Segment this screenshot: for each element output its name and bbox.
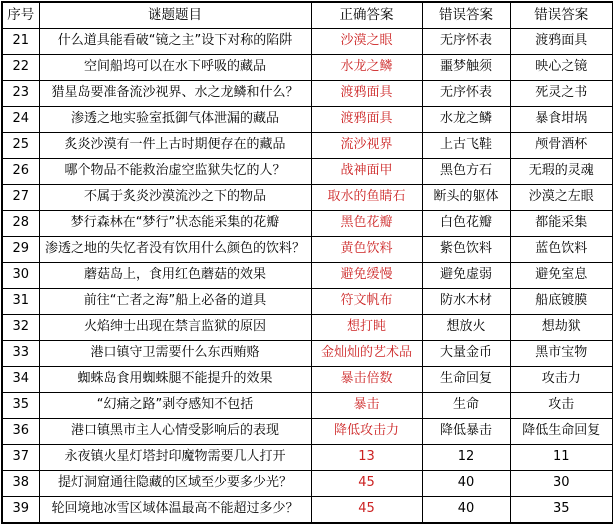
table-row bbox=[2, 159, 613, 185]
table-header-row bbox=[2, 2, 613, 29]
correct-answer-cell: 金灿灿的艺术品 bbox=[311, 341, 422, 367]
question-cell: 猎星岛要准备流沙视界、水之龙鳞和什么？ bbox=[39, 81, 311, 107]
table-row bbox=[2, 133, 613, 159]
wrong-answer-cell-2: 死灵之书 bbox=[510, 81, 613, 107]
question-cell: 蘑菇岛上，食用红色蘑菇的效果 bbox=[39, 263, 311, 289]
wrong-answer-cell-1: 噩梦触须 bbox=[422, 55, 510, 81]
row-number-cell: 21 bbox=[2, 29, 39, 55]
question-cell: 火焰绅士出现在禁言监狱的原因 bbox=[39, 315, 311, 341]
correct-answer-cell: 取水的鱼睛石 bbox=[311, 185, 422, 211]
row-number-cell: 30 bbox=[2, 263, 39, 289]
wrong-answer-cell-1: 紫色饮料 bbox=[422, 237, 510, 263]
table-row bbox=[2, 315, 613, 341]
row-number-cell: 26 bbox=[2, 159, 39, 185]
wrong-answer-cell-1: 无序怀表 bbox=[422, 81, 510, 107]
row-number-cell: 28 bbox=[2, 211, 39, 237]
question-cell: 炙炎沙漠有一件上古时期便存在的藏品 bbox=[39, 133, 311, 159]
question-cell: 梦行森林在“梦行”状态能采集的花瓣 bbox=[39, 211, 311, 237]
header-wrong-1: 错误答案 bbox=[422, 2, 510, 29]
quiz-answer-table bbox=[1, 1, 613, 524]
question-cell: 蜘蛛岛食用蜘蛛腿不能提升的效果 bbox=[39, 367, 311, 393]
row-number-cell: 29 bbox=[2, 237, 39, 263]
correct-answer-cell: 沙漠之眼 bbox=[311, 29, 422, 55]
wrong-answer-cell-1: 水龙之鳞 bbox=[422, 107, 510, 133]
header-number: 序号 bbox=[2, 2, 39, 29]
correct-answer-cell: 避免缓慢 bbox=[311, 263, 422, 289]
table-row bbox=[2, 263, 613, 289]
row-number-cell: 23 bbox=[2, 81, 39, 107]
table-row bbox=[2, 81, 613, 107]
wrong-answer-cell-2: 避免室息 bbox=[510, 263, 613, 289]
wrong-answer-cell-1: 避免虚弱 bbox=[422, 263, 510, 289]
correct-answer-cell: 暴击倍数 bbox=[311, 367, 422, 393]
wrong-answer-cell-2: 黑市宝物 bbox=[510, 341, 613, 367]
correct-answer-cell: 渡鸦面具 bbox=[311, 81, 422, 107]
table-row bbox=[2, 341, 613, 367]
wrong-answer-cell-2: 船底镀膜 bbox=[510, 289, 613, 315]
wrong-answer-cell-2: 想劫狱 bbox=[510, 315, 613, 341]
question-cell: 港口镇黑市主人心情受影响后的表现 bbox=[39, 419, 311, 445]
question-cell: 提灯洞窟通往隐藏的区域至少要多少光？ bbox=[39, 471, 311, 497]
row-number-cell: 32 bbox=[2, 315, 39, 341]
correct-answer-cell: 45 bbox=[311, 471, 422, 497]
wrong-answer-cell-2: 降低生命回复 bbox=[510, 419, 613, 445]
question-cell: 空间船坞可以在水下呼吸的藏品 bbox=[39, 55, 311, 81]
question-cell: 哪个物品不能救治虚空监狱失忆的人？ bbox=[39, 159, 311, 185]
wrong-answer-cell-1: 12 bbox=[422, 445, 510, 471]
table-row bbox=[2, 497, 613, 524]
wrong-answer-cell-1: 无序怀表 bbox=[422, 29, 510, 55]
header-correct: 正确答案 bbox=[311, 2, 422, 29]
correct-answer-cell: 黑色花瓣 bbox=[311, 211, 422, 237]
wrong-answer-cell-1: 40 bbox=[422, 471, 510, 497]
correct-answer-cell: 暴击 bbox=[311, 393, 422, 419]
wrong-answer-cell-1: 大量金币 bbox=[422, 341, 510, 367]
wrong-answer-cell-2: 蓝色饮料 bbox=[510, 237, 613, 263]
wrong-answer-cell-1: 降低暴击 bbox=[422, 419, 510, 445]
row-number-cell: 38 bbox=[2, 471, 39, 497]
question-cell: 渗透之地的失忆者没有饮用什么颜色的饮料？ bbox=[39, 237, 311, 263]
row-number-cell: 39 bbox=[2, 497, 39, 524]
row-number-cell: 35 bbox=[2, 393, 39, 419]
wrong-answer-cell-2: 30 bbox=[510, 471, 613, 497]
row-number-cell: 36 bbox=[2, 419, 39, 445]
wrong-answer-cell-2: 渡鸦面具 bbox=[510, 29, 613, 55]
wrong-answer-cell-2: 暴食坩埚 bbox=[510, 107, 613, 133]
table-row bbox=[2, 29, 613, 55]
question-cell: 港口镇守卫需要什么东西贿赂 bbox=[39, 341, 311, 367]
wrong-answer-cell-1: 黑色方石 bbox=[422, 159, 510, 185]
table-row bbox=[2, 237, 613, 263]
table-row bbox=[2, 55, 613, 81]
wrong-answer-cell-1: 白色花瓣 bbox=[422, 211, 510, 237]
wrong-answer-cell-2: 攻击力 bbox=[510, 367, 613, 393]
table-row bbox=[2, 185, 613, 211]
wrong-answer-cell-1: 生命回复 bbox=[422, 367, 510, 393]
row-number-cell: 22 bbox=[2, 55, 39, 81]
correct-answer-cell: 降低攻击力 bbox=[311, 419, 422, 445]
table-row bbox=[2, 289, 613, 315]
correct-answer-cell: 黄色饮料 bbox=[311, 237, 422, 263]
correct-answer-cell: 流沙视界 bbox=[311, 133, 422, 159]
question-cell: 永夜镇火星灯塔封印魔物需要几人打开 bbox=[39, 445, 311, 471]
row-number-cell: 25 bbox=[2, 133, 39, 159]
header-question: 谜题题目 bbox=[39, 2, 311, 29]
correct-answer-cell: 想打盹 bbox=[311, 315, 422, 341]
correct-answer-cell: 45 bbox=[311, 497, 422, 524]
correct-answer-cell: 战神面甲 bbox=[311, 159, 422, 185]
table-row bbox=[2, 367, 613, 393]
wrong-answer-cell-1: 防水木材 bbox=[422, 289, 510, 315]
question-cell: 前往“亡者之海”船上必备的道具 bbox=[39, 289, 311, 315]
wrong-answer-cell-2: 都能采集 bbox=[510, 211, 613, 237]
quiz-table-body bbox=[2, 29, 613, 524]
row-number-cell: 33 bbox=[2, 341, 39, 367]
row-number-cell: 37 bbox=[2, 445, 39, 471]
wrong-answer-cell-2: 无瑕的灵魂 bbox=[510, 159, 613, 185]
correct-answer-cell: 水龙之鳞 bbox=[311, 55, 422, 81]
row-number-cell: 24 bbox=[2, 107, 39, 133]
table-row bbox=[2, 471, 613, 497]
table-row bbox=[2, 393, 613, 419]
wrong-answer-cell-1: 断头的躯体 bbox=[422, 185, 510, 211]
question-cell: 什么道具能看破“镜之主”设下对称的陷阱 bbox=[39, 29, 311, 55]
correct-answer-cell: 渡鸦面具 bbox=[311, 107, 422, 133]
wrong-answer-cell-2: 11 bbox=[510, 445, 613, 471]
table-row bbox=[2, 211, 613, 237]
wrong-answer-cell-2: 映心之镜 bbox=[510, 55, 613, 81]
row-number-cell: 27 bbox=[2, 185, 39, 211]
correct-answer-cell: 13 bbox=[311, 445, 422, 471]
question-cell: 轮回境地冰雪区域体温最高不能超过多少？ bbox=[39, 497, 311, 524]
wrong-answer-cell-1: 生命 bbox=[422, 393, 510, 419]
wrong-answer-cell-2: 攻击 bbox=[510, 393, 613, 419]
question-cell: 不属于炙炎沙漠流沙之下的物品 bbox=[39, 185, 311, 211]
table-row bbox=[2, 445, 613, 471]
wrong-answer-cell-2: 沙漠之左眼 bbox=[510, 185, 613, 211]
table-row bbox=[2, 107, 613, 133]
wrong-answer-cell-2: 颅骨酒杯 bbox=[510, 133, 613, 159]
question-cell: “幻痛之路”剥夺感知不包括 bbox=[39, 393, 311, 419]
correct-answer-cell: 符文帆布 bbox=[311, 289, 422, 315]
header-wrong-2: 错误答案 bbox=[510, 2, 613, 29]
wrong-answer-cell-1: 40 bbox=[422, 497, 510, 524]
wrong-answer-cell-2: 35 bbox=[510, 497, 613, 524]
row-number-cell: 34 bbox=[2, 367, 39, 393]
wrong-answer-cell-1: 上古飞鞋 bbox=[422, 133, 510, 159]
table-row bbox=[2, 419, 613, 445]
row-number-cell: 31 bbox=[2, 289, 39, 315]
wrong-answer-cell-1: 想放火 bbox=[422, 315, 510, 341]
question-cell: 渗透之地实验室抵御气体泄漏的藏品 bbox=[39, 107, 311, 133]
